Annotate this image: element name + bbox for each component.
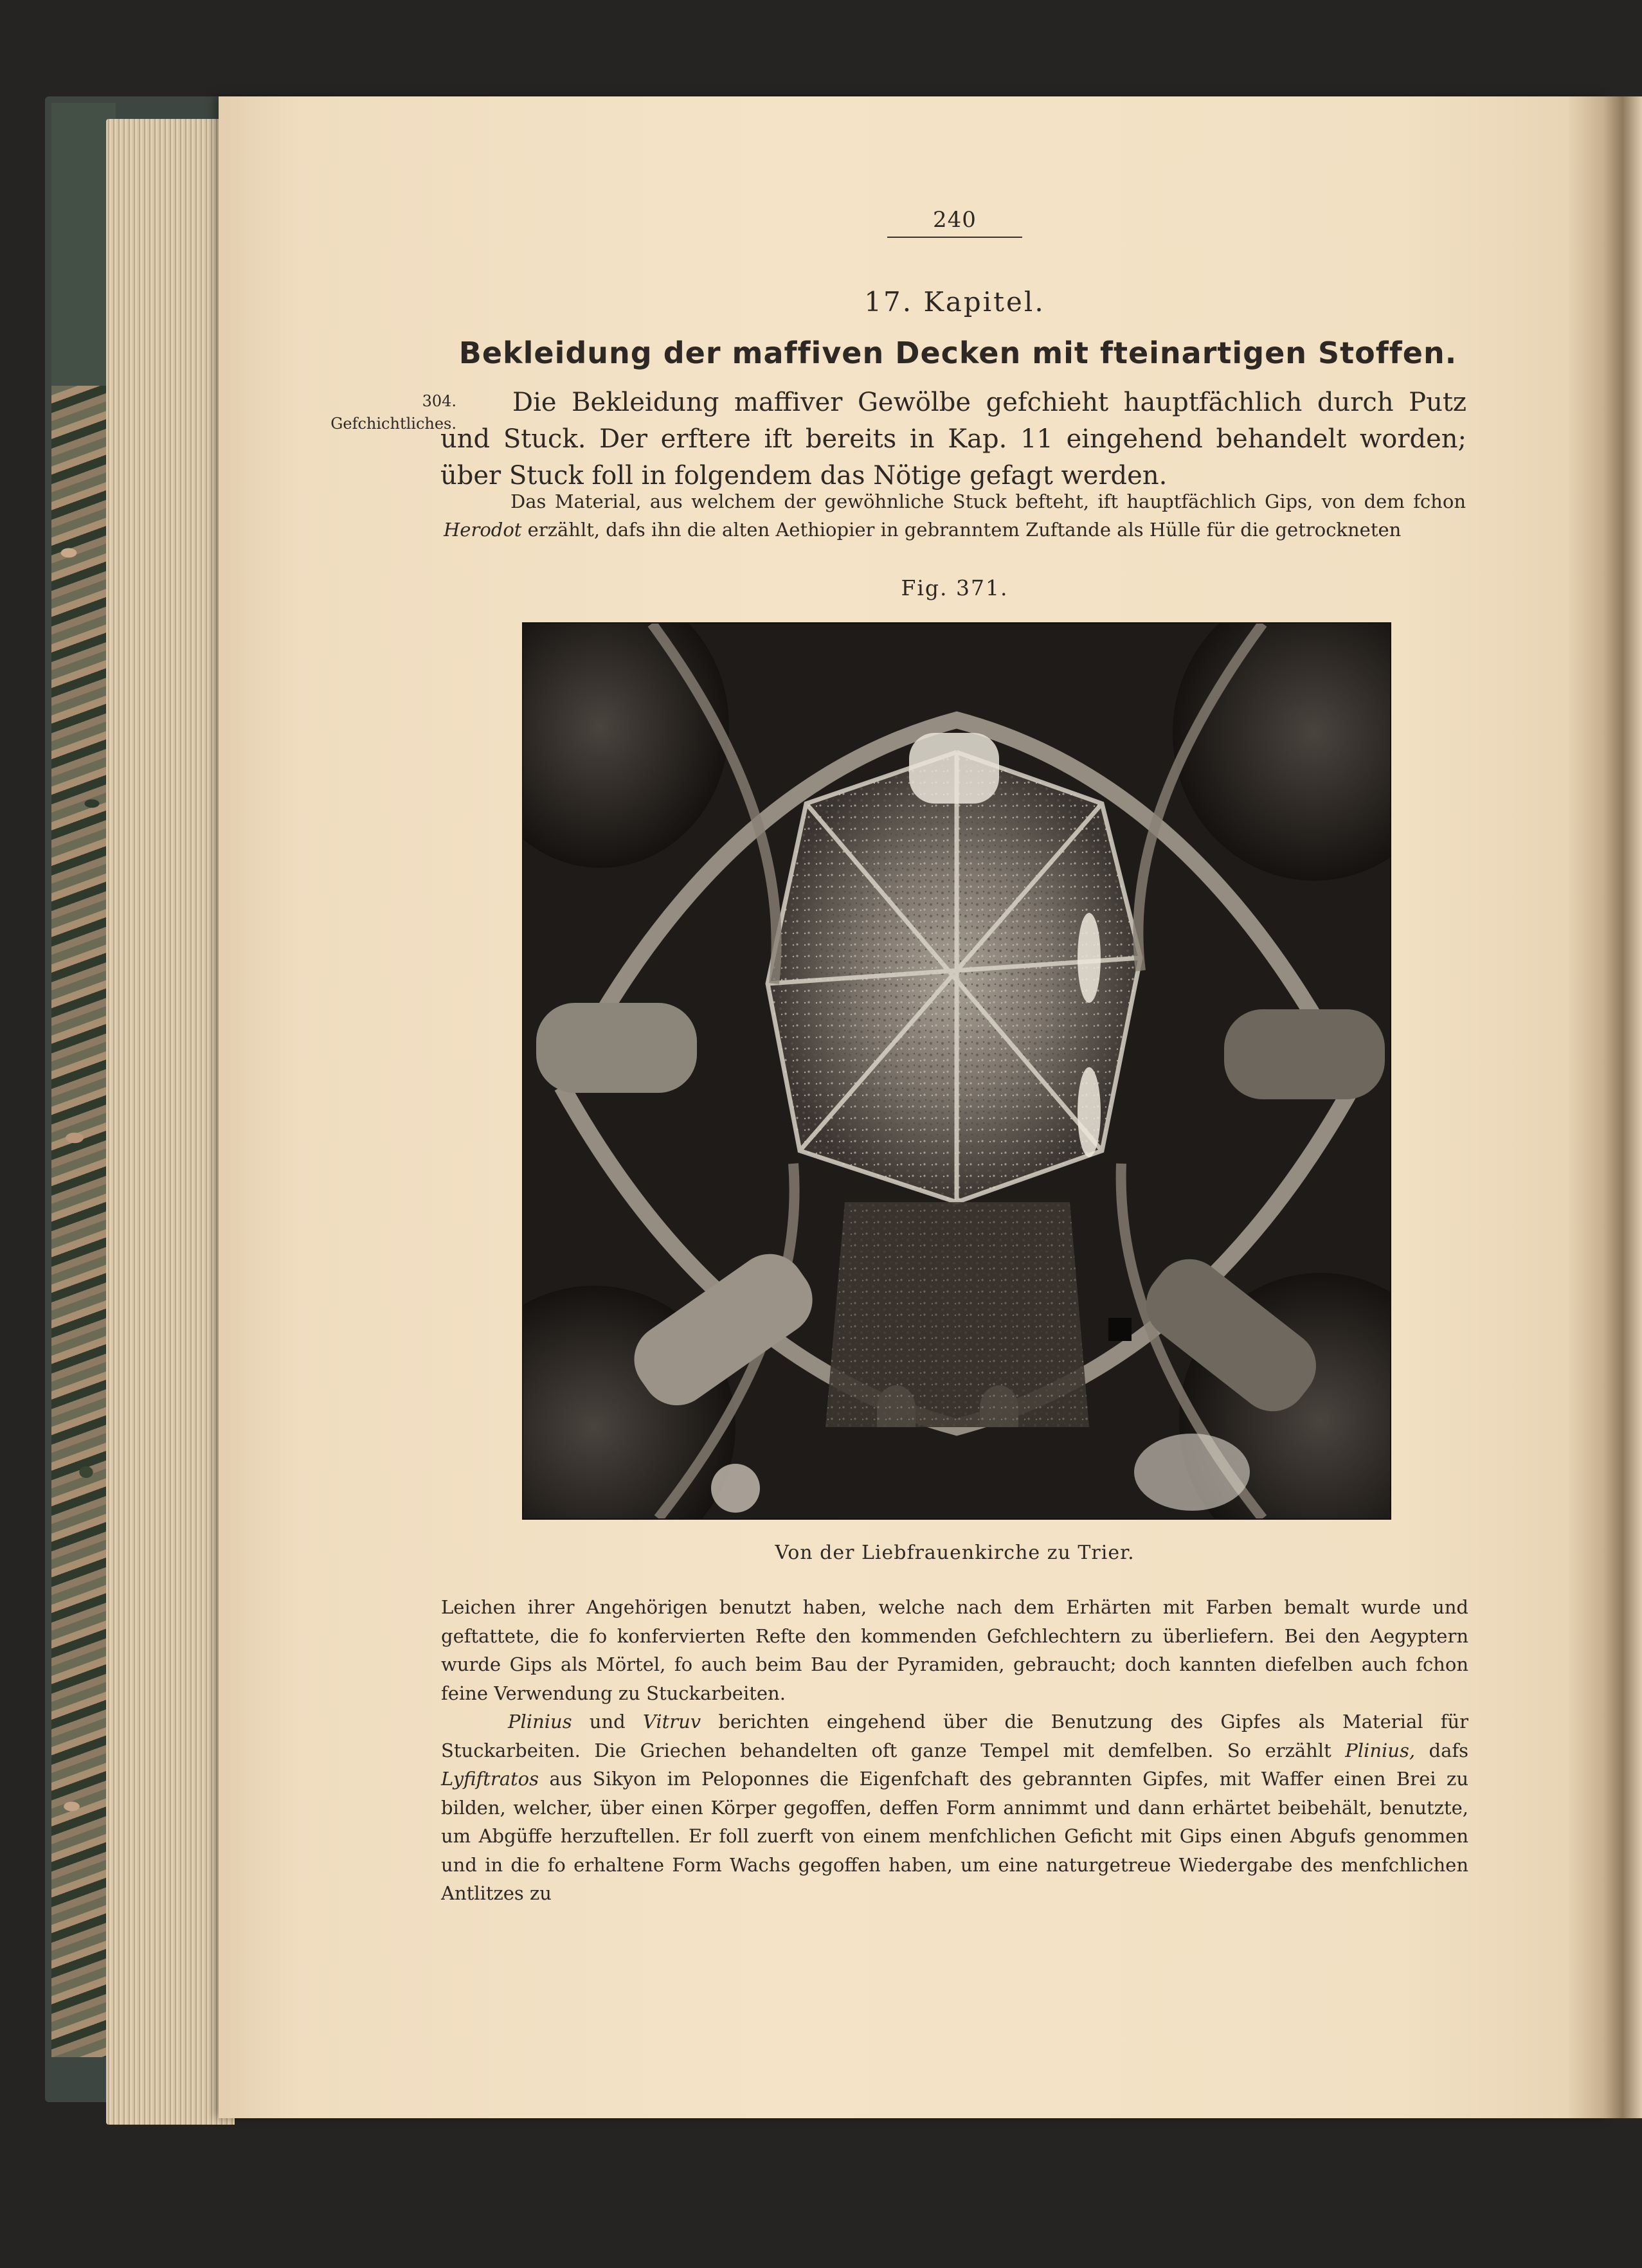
text-und: und [589,1711,626,1733]
text-dafs: dafs [1429,1739,1469,1761]
paragraph-material [444,487,1466,544]
figure-caption: Von der Liebfrauenkirche zu Trier. [775,1542,1135,1564]
name-plinius: Plinius [508,1711,572,1733]
intro-paragraph [440,384,1466,494]
paragraph-plinius-text-2: aus Sikyon im Peloponnes die Eigenfchaft des gebrannten Gipfes, mit Waffer einen Brei zu bilden, welcher, über einen Körper gegoffen, deffen Form annimmt und dann erhärtet beibehält, benutzte, um Abgüffe herzuftellen. Er foll zuerft von einem menfchlichen Geficht mit Gips einen Abgufs genommen und in die fo erhaltene Form Wachs gegoffen haben, um eine naturgetreue Wiedergabe des menfchlichen Antlitzes zu [441,1768,1469,1904]
figure-label: Fig. 371. [901,575,1009,600]
section-title: Bekleidung der maffiven Decken mit fteinartigen Stoffen. [458,336,1457,370]
name-herodot: Herodot [444,519,522,541]
paragraph-material-text-2: erzählt, dafs ihn die alten Aethiopier in gebranntem Zuftande als Hülle für die getrockneten [527,519,1402,541]
book-gutter [1569,96,1642,2118]
vault-illustration [523,624,1390,1518]
figure-photo-vaulted-ceiling [522,622,1391,1520]
paragraph-material-text-1: Das Material, aus welchem der gewöhnliche Stuck befteht, ift hauptfächlich Gips, von dem fchon [510,491,1466,512]
paragraph-plinius [441,1707,1468,1908]
page-stack-edges [106,119,235,2125]
margin-note-label: Gefchichtliches. [330,415,456,433]
name-vitruv: Vitruv [642,1711,701,1733]
margin-note-number: 304. [422,392,456,410]
intro-paragraph-text: Die Bekleidung maffiver Gewölbe gefchieht hauptfächlich durch Putz und Stuck. Der erftere ift bereits in Kap. 11 eingehend behandelt worden; über Stuck foll in folgendem das Nötige gefagt werden. [440,388,1466,491]
page-number: 240 [887,207,1022,238]
paragraph-continuation: Leichen ihrer Angehörigen benutzt haben, welche nach dem Erhärten mit Farben bemalt wurde und geftattete, die fo konfervierten Refte den kommenden Gefchlechtern zu überliefern. Bei den Aegyptern wurde Gips als Mörtel, fo auch beim Bau der Pyramiden, gebraucht; doch kannten diefelben auch fchon feine Verwendung zu Stuckarbeiten. [441,1596,1468,1704]
chapter-title: 17. Kapitel. [864,286,1045,318]
paragraph-plinius-text-1: berichten eingehend über die Benutzung des Gipfes als Material für Stuckarbeiten. Die Griechen behandelten oft ganze Tempel mit demfelben. So erzählt [441,1711,1468,1761]
body-text [441,1593,1468,1908]
name-plinius-2: Plinius, [1345,1739,1416,1761]
name-lysistratos: Lyfiftratos [441,1768,539,1790]
